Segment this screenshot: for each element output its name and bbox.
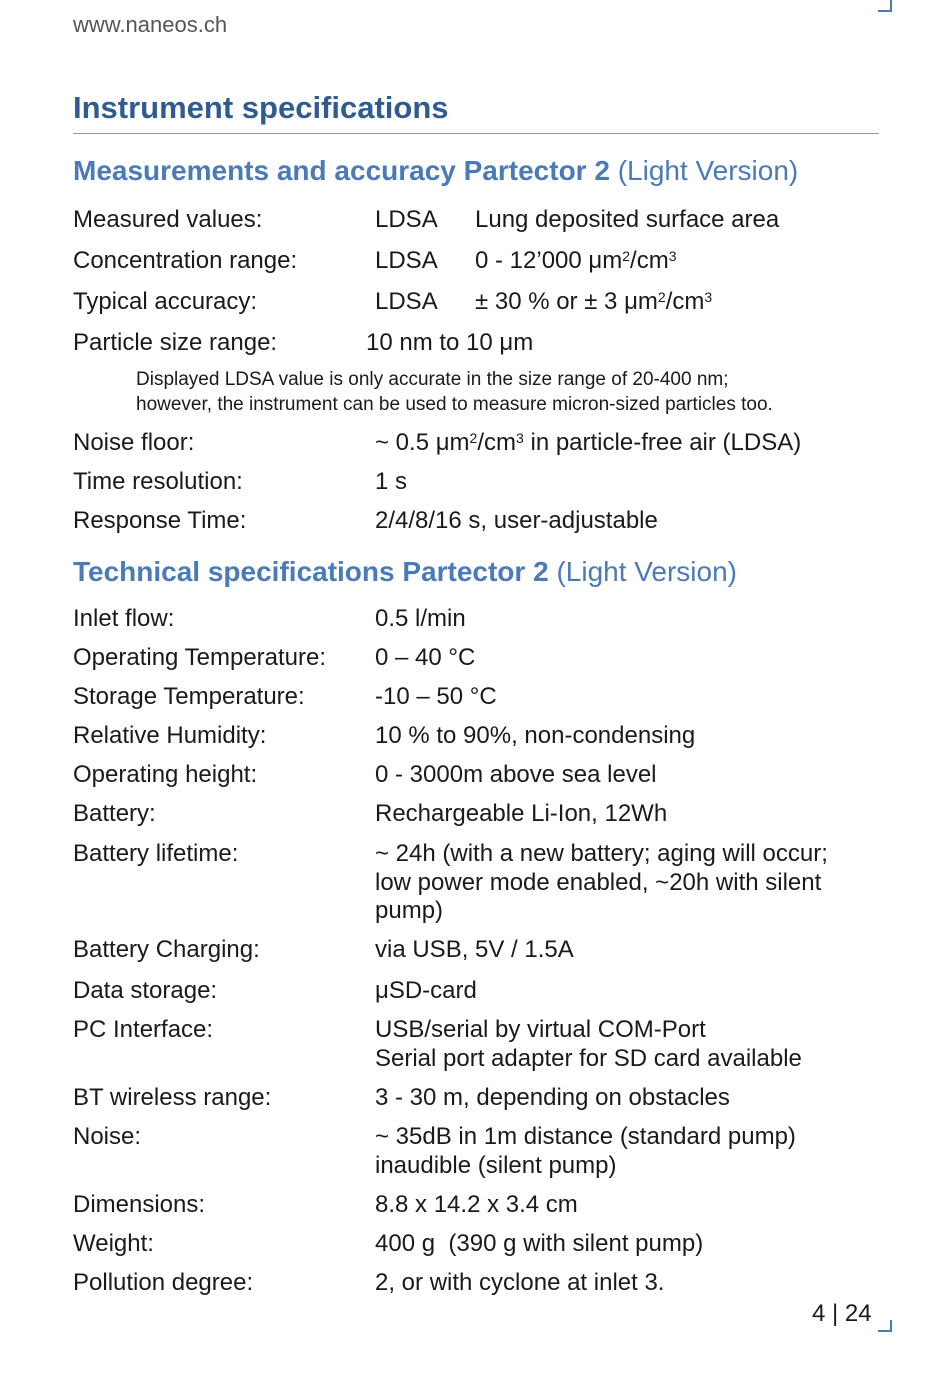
spec-unit: LDSA (375, 247, 438, 274)
spec-label: Battery lifetime: (73, 840, 239, 867)
spec-value: μSD-card (375, 977, 477, 1004)
spec-value: -10 – 50 °C (375, 683, 497, 710)
note-line: however, the instrument can be used to measure micron-sized particles too. (136, 394, 773, 415)
value-text: ± 30 % or ± 3 μm (475, 288, 658, 315)
section-heading-bold: Technical specifications Partector 2 (73, 556, 549, 587)
value-text: /cm (665, 288, 705, 315)
spec-label: Measured values: (73, 206, 263, 233)
website-url: www.naneos.ch (73, 12, 228, 37)
spec-unit: LDSA (375, 288, 438, 315)
spec-label: Dimensions: (73, 1191, 206, 1218)
section-heading-bold: Measurements and accuracy Partector 2 (73, 155, 610, 186)
superscript: 3 (668, 248, 677, 264)
corner-mark-top-right (878, 0, 892, 12)
spec-label: Inlet flow: (73, 605, 175, 632)
spec-value: 8.8 x 14.2 x 3.4 cm (375, 1191, 578, 1218)
spec-value: Serial port adapter for SD card available (375, 1045, 802, 1072)
spec-label: Operating height: (73, 761, 258, 788)
spec-label: Operating Temperature: (73, 644, 327, 671)
spec-label: Time resolution: (73, 468, 243, 495)
spec-value: ~ 35dB in 1m distance (standard pump) (375, 1123, 796, 1150)
spec-label: PC Interface: (73, 1016, 214, 1043)
section-heading-technical (73, 556, 737, 588)
spec-label: Noise: (73, 1123, 142, 1150)
spec-value: 1 s (375, 468, 408, 495)
spec-value (375, 428, 801, 457)
spec-label: Pollution degree: (73, 1269, 254, 1296)
value-text: /cm (630, 247, 669, 274)
spec-label: Concentration range: (73, 247, 298, 274)
spec-value: 2, or with cyclone at inlet 3. (375, 1269, 665, 1296)
spec-value: 10 % to 90%, non-condensing (375, 722, 696, 749)
page-title: Instrument specifications (73, 90, 449, 125)
value-text: /cm (477, 429, 517, 456)
value-text: 0 - 12’000 μm (475, 247, 623, 274)
section-heading-light: (Light Version) (617, 155, 799, 186)
spec-value (475, 287, 712, 316)
section-heading-measurements (73, 155, 798, 187)
spec-value: 10 nm to 10 μm (366, 329, 534, 356)
page-number: 4 | 24 (812, 1300, 872, 1327)
corner-mark-bottom-right (878, 1320, 892, 1332)
spec-value: via USB, 5V / 1.5A (375, 936, 574, 963)
value-text: ~ 0.5 μm (375, 429, 470, 456)
spec-value: 0.5 l/min (375, 605, 466, 632)
spec-value: 400 g (390 g with silent pump) (375, 1230, 704, 1257)
spec-value: Rechargeable Li-Ion, 12Wh (375, 800, 668, 827)
superscript: 2 (469, 430, 478, 446)
spec-value: USB/serial by virtual COM-Port (375, 1016, 706, 1043)
spec-label: Typical accuracy: (73, 288, 258, 315)
spec-label: Weight: (73, 1230, 154, 1257)
spec-label: Data storage: (73, 977, 218, 1004)
spec-label: Battery: (73, 800, 156, 827)
spec-value: low power mode enabled, ~20h with silent (375, 869, 822, 896)
title-divider (73, 133, 879, 134)
spec-value: pump) (375, 897, 444, 924)
spec-value: inaudible (silent pump) (375, 1152, 617, 1179)
spec-value: 0 – 40 °C (375, 644, 476, 671)
superscript: 2 (622, 248, 631, 264)
spec-unit: LDSA (375, 206, 438, 233)
spec-label: Storage Temperature: (73, 683, 305, 710)
spec-value: 0 - 3000m above sea level (375, 761, 657, 788)
spec-value: 2/4/8/16 s, user-adjustable (375, 507, 658, 534)
spec-label: Noise floor: (73, 429, 195, 456)
value-text: in particle-free air (LDSA) (523, 429, 802, 456)
spec-label: Relative Humidity: (73, 722, 267, 749)
note-line: Displayed LDSA value is only accurate in the size range of 20-400 nm; (136, 369, 729, 390)
section-heading-light: (Light Version) (556, 556, 737, 587)
spec-value: ~ 24h (with a new battery; aging will occur; (375, 840, 828, 867)
spec-label: BT wireless range: (73, 1084, 272, 1111)
spec-value (475, 246, 677, 275)
spec-label: Battery Charging: (73, 936, 260, 963)
superscript: 3 (704, 289, 713, 305)
spec-value: Lung deposited surface area (475, 206, 780, 233)
superscript: 2 (657, 289, 666, 305)
superscript: 3 (516, 430, 524, 446)
spec-label: Response Time: (73, 507, 247, 534)
spec-value: 3 - 30 m, depending on obstacles (375, 1084, 730, 1111)
spec-label: Particle size range: (73, 329, 278, 356)
